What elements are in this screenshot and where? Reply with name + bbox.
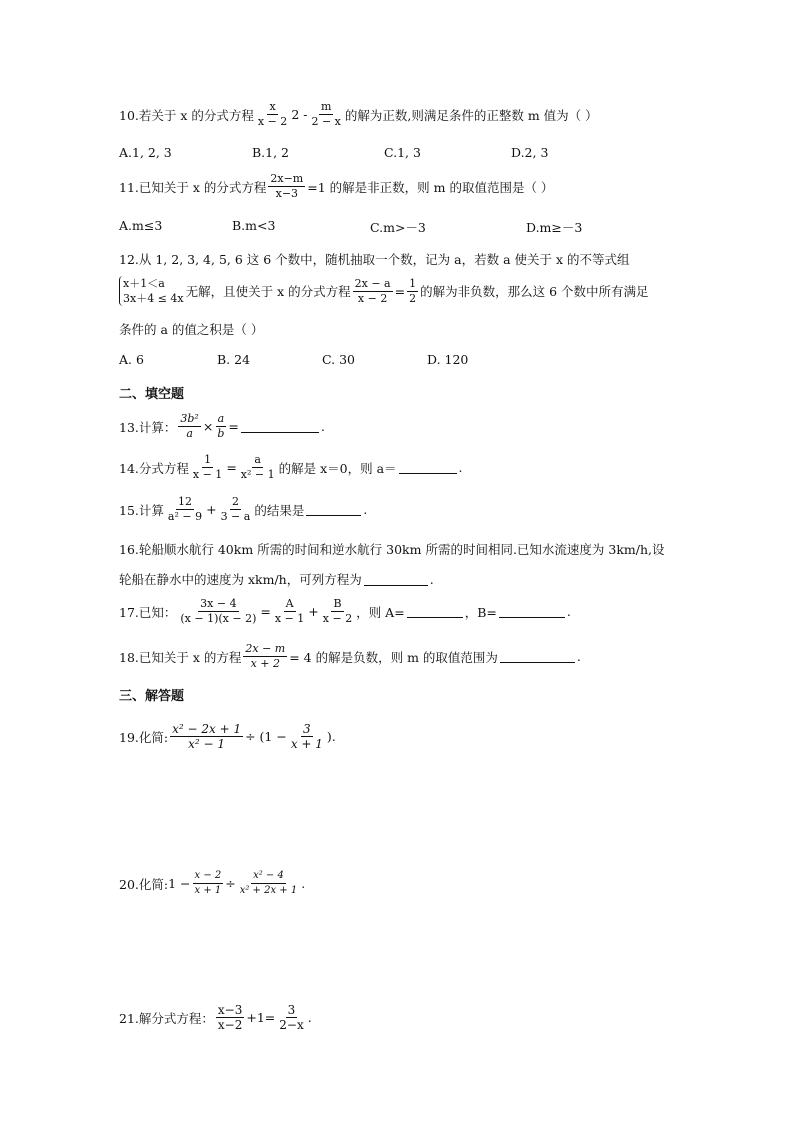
q16-answer-blank[interactable] [364,573,428,586]
q10-option-c: C.1, 3 [384,145,421,160]
q12-line-2: x＋1＜a 3x＋4 ≤ 4x 无解，且使关于 x 的分式方程 $\frac{2x - a}{x - 2}$ = $\frac{1}{2}$ 的解为非负数，那么这 6 个数中所有满足 [119,276,649,306]
q15-prefix: 15.计算 [119,502,164,518]
q16-line-1: 16.轮船顺水航行 40km 所需的时间和逆水航行 30km 所需的时间相同.已知水流速度为 3km/h,设 [119,542,665,557]
question-15: 15.计算 $\frac{12}{\text{a² − 9}}$ + $\frac{2}{3 - a}$ 的结果是 . [119,495,368,523]
q20-fraction-1: $\frac{x - 2}{x + 1}$ [194,870,222,896]
q10-fraction-2: $\frac{m}{2 - x}$ [311,100,341,128]
q20-fraction-2: $\frac{\text{x² − 4}}{\text{x² + 2x + 1}}$ [239,870,298,896]
q11-option-a: A.m≤3 [119,218,163,233]
q11-fraction-1: $\frac{2x-m}{x-3}$ [270,172,304,200]
question-13: 13.计算： $\frac{\text{3b²}}{a}$ × $\frac{a}{b}$ = . [119,412,325,440]
q13-fraction-2: $\frac{a}{b}$ [217,412,225,440]
q10-fraction-1: $\frac{x}{x - 2}$ [257,100,288,128]
q14-suffix: 的解是 x＝0，则 a＝ [278,460,397,476]
q18-prefix: 18.已知关于 x 的方程 [119,649,242,665]
q12-fraction-2: $\frac{1}{2}$ [409,276,417,305]
q16-line-2: 轮船在静水中的速度为 xkm/h，可列方程为 . [119,571,434,587]
q19-fraction-1: $\frac{\text{x² − 2x + 1}}{\text{x² − 1}}$ [172,722,242,751]
q19-fraction-2: $\frac{3}{x + 1}$ [290,722,323,751]
q17-answer-b-blank[interactable] [499,605,565,618]
q11-suffix: =1 的解是非正数，则 m 的取值范围是（ ） [307,179,554,195]
q15-suffix: 的结果是 [254,502,305,518]
q13-prefix: 13.计算： [119,419,177,435]
q17-fraction-3: $\frac{B}{x - 2}$ [322,597,353,625]
q18-suffix: = 4 的解是负数，则 m 的取值范围为 [289,649,498,665]
question-21: 21.解分式方程： $\frac{x-3}{x-2}$ +1= $\frac{3}{2-x}$ . [119,1003,312,1032]
q14-fraction-2: $\frac{a}{\text{x² − 1}}$ [240,453,275,481]
q15-fraction-1: $\frac{12}{\text{a² − 9}}$ [167,495,203,523]
question-14: 14.分式方程 $\frac{1}{x - 1}$ = $\frac{a}{\text{x² − 1}}$ 的解是 x＝0，则 a＝ . [119,453,463,481]
question-20: 20.化简: 1 − $\frac{x - 2}{x + 1}$ ÷ $\frac{\text{x² − 4}}{\text{x² + 2x + 1}}$ . [119,870,306,896]
q12-mid: 无解，且使关于 x 的分式方程 [185,284,351,299]
question-18: 18.已知关于 x 的方程 $\frac{2x - m}{x + 2}$ = 4 的解是负数，则 m 的取值范围为 . [119,642,581,670]
q10-suffix: 的解为正数,则满足条件的正整数 m 值为（ ） [344,107,598,123]
q19-prefix: 19.化简: [119,729,169,745]
q14-answer-blank[interactable] [399,461,457,474]
q12-line-3: 条件的 a 的值之积是（ ） [119,322,264,337]
q14-fraction-1: $\frac{1}{x - 1}$ [192,453,223,481]
q17-prefix: 17.已知： [119,604,177,620]
q11-option-b: B.m<3 [232,218,276,233]
q11-option-c: C.m>－3 [370,220,426,235]
question-17: 17.已知： $\frac{3x - 4}{(x - 1)(x - 2)}$ = $\frac{A}{x - 1}$ + $\frac{B}{x - 2}$ ，则 A= ，B= . [119,597,571,625]
q18-fraction-1: $\frac{2x - m}{x + 2}$ [245,642,286,670]
q10-mid: 2 - [291,107,308,122]
section-fill-in-heading: 二、填空题 [119,387,185,402]
q17-fraction-1: $\frac{3x - 4}{(x - 1)(x - 2)}$ [180,597,257,625]
question-19: 19.化简: $\frac{\text{x² − 2x + 1}}{\text{x² − 1}}$ ÷ (1 − $\frac{3}{x + 1}$ ). [119,722,336,751]
q14-prefix: 14.分式方程 [119,460,189,476]
q12-fraction-1: $\frac{2x - a}{x - 2}$ [354,276,391,305]
q15-fraction-2: $\frac{2}{3 - a}$ [220,495,251,523]
q15-answer-blank[interactable] [306,503,361,516]
q12-option-d: D. 120 [427,352,469,367]
q12-inequality-system: x＋1＜a 3x＋4 ≤ 4x [119,276,184,306]
q13-fraction-1: $\frac{\text{3b²}}{a}$ [180,412,199,440]
q13-answer-blank[interactable] [241,420,319,433]
q20-prefix: 20.化简: [119,876,169,892]
q21-prefix: 21.解分式方程： [119,1010,214,1026]
q21-fraction-2: $\frac{3}{2-x}$ [279,1003,304,1032]
question-11 [119,172,553,201]
q21-fraction-1: $\frac{x-3}{x-2}$ [217,1003,243,1032]
q11-option-d: D.m≥－3 [526,220,583,235]
q11-prefix: 11.已知关于 x 的分式方程 [119,179,267,195]
section-solve-heading: 三、解答题 [119,689,185,704]
question-10 [119,100,598,129]
q10-option-d: D.2, 3 [511,145,549,160]
q10-option-b: B.1, 2 [252,145,290,160]
q12-option-b: B. 24 [217,352,251,367]
q17-fraction-2: $\frac{A}{x - 1}$ [274,597,305,625]
q12-line-1: 12.从 1, 2, 3, 4, 5, 6 这 6 个数中，随机抽取一个数，记为 a，若数 a 使关于 x 的不等式组 [119,252,630,267]
q18-answer-blank[interactable] [500,650,575,663]
q17-answer-a-blank[interactable] [407,605,463,618]
q12-suffix: 的解为非负数，那么这 6 个数中所有满足 [420,284,649,299]
q10-option-a: A.1, 2, 3 [119,145,172,160]
q10-prefix: 10.若关于 x 的分式方程 [119,107,254,123]
q12-option-c: C. 30 [322,352,355,367]
q12-option-a: A. 6 [119,352,144,367]
